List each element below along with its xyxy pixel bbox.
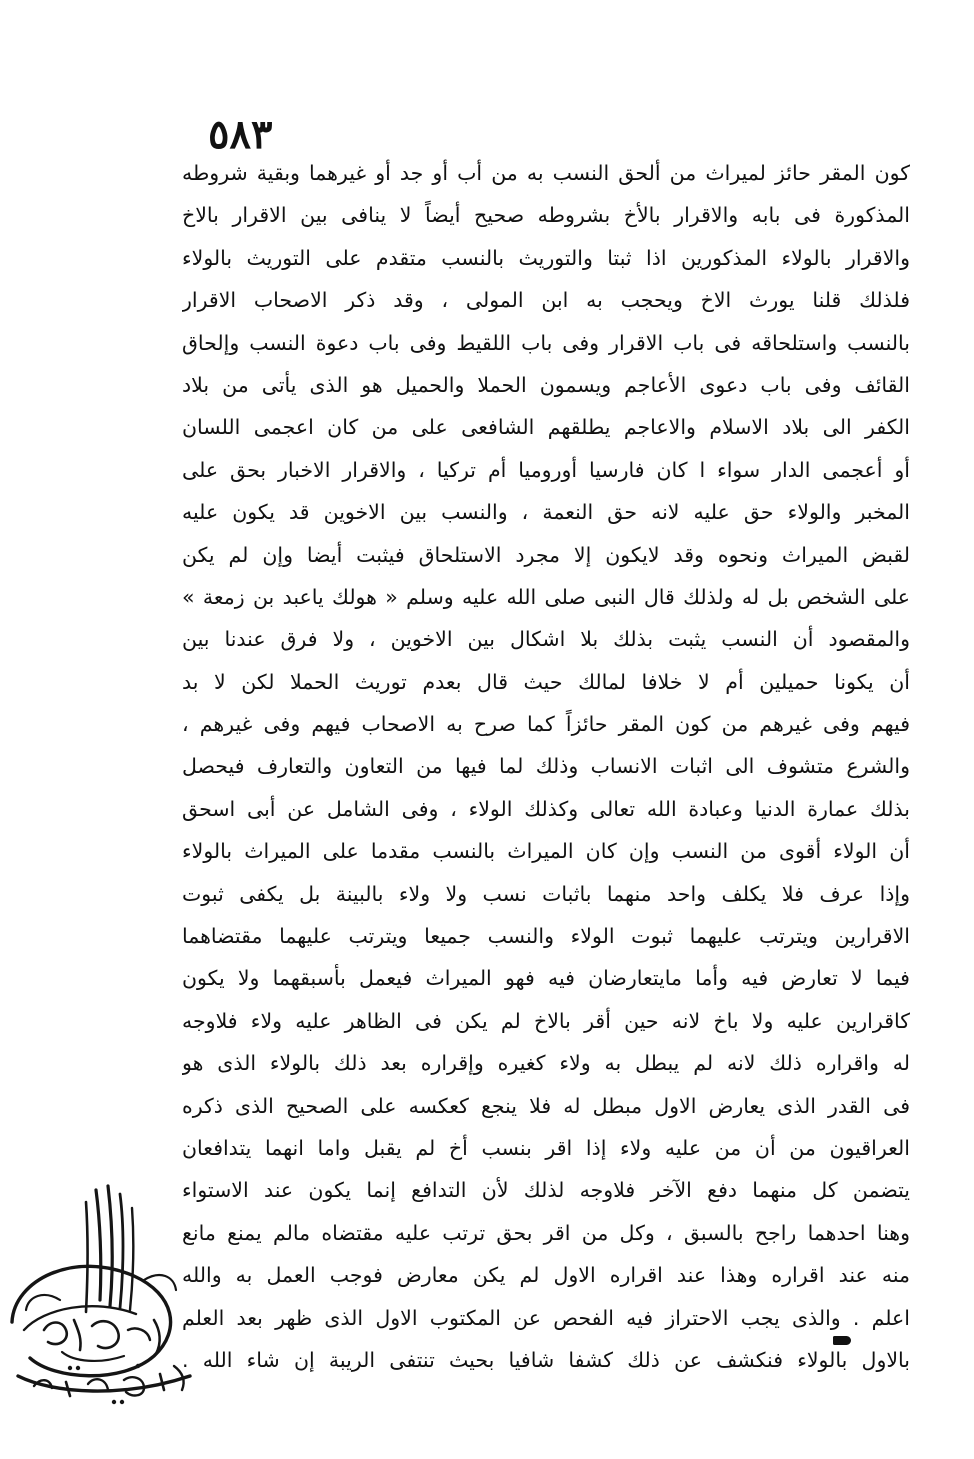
text-line: بذلك عمارة الدنيا وعبادة الله تعالى وكذلك الولاء ، وفى الشامل عن أبى اسحق bbox=[182, 796, 910, 821]
text-line: والشرع متشوف الى اثبات الانساب وذلك لما فيها من التعاون والتعارف فيحصل bbox=[182, 754, 910, 779]
text-line: المخبر والولاء حق عليه لانه حق النعمة ، والنسب بين الاخوين قد يكون عليه bbox=[182, 500, 910, 525]
text-line: المذكورة فى بابه والاقرار بالأخ بشروطه صحيح أيضاً لا ينافى بين الاقرار بالاخ bbox=[182, 203, 910, 228]
text-line: منه عند اقراره وهذا عند اقراره الاول لم يكن معارض فوجب العمل به والله bbox=[182, 1263, 910, 1288]
text-line: بالنسب واستلحاقه فى باب الاقرار وفى باب اللقيط وفى باب دعوة النسب وإلحاق bbox=[182, 330, 910, 355]
text-line: العراقيون من أن من عليه ولاء إذا اقر بنسب أخ لم يقبل واما انهما يتدافعان bbox=[182, 1135, 910, 1160]
text-line: الاقرارين ويترتب عليهما ثبوت الولاء والنسب جميعا ويترتب عليهما مقتضاهما bbox=[182, 924, 910, 949]
text-line: القائف وفى باب دعوى الأعاجم ويسمون الحملا والحميل هو الذى يأتى من بلاد bbox=[182, 372, 910, 397]
text-line: فيهم وفى غيرهم من كون المقر حائزاً كما صرح به الاصحاب فيهم وفى غيرهم ، bbox=[182, 712, 910, 737]
text-line: كون المقر حائز لميراث من ألحق النسب به من أب أو جد أو غيرهما وبقية شروطه bbox=[182, 161, 910, 185]
text-line: يتضمن كل منهما دفع الآخر فلاوجه لذلك لأن التدافع إنما يكون عند الاستواء bbox=[182, 1178, 910, 1203]
text-line: فى القدر الذى يعارض الاول مبطل له فلا ينجع كعكسه على الصحيح الذى ذكره bbox=[182, 1093, 910, 1118]
calligraphic-signature bbox=[4, 1180, 200, 1412]
text-line: والمقصود أن النسب يثبت بذلك بلا اشكال بين الاخوين ، ولا فرق عندنا بين bbox=[182, 627, 910, 652]
text-line: كاقرارين عليه ولا باخ لانه حين أقر بالاخ لم يكن فى الظاهر عليه ولاء فلاوجه bbox=[182, 1008, 910, 1033]
text-line: وهنا احدهما راجح بالسبق ، وكل من اقر بحق ترتب عليه مقتضاه مالم يمنع مانع bbox=[182, 1220, 910, 1245]
text-line: بالاول بالولاء فنكشف عن ذلك كشفا شافيا بحيث تنتفى الريبة إن شاء الله . bbox=[182, 1347, 910, 1372]
text-line: له واقراره ذلك لانه لم يبطل به ولاء كغيره وإقراره بعد ذلك بالولاء الذى هو bbox=[182, 1051, 910, 1076]
text-line: فيما لا تعارض فيه وأما مايتعارضان فيه فهو الميراث فيعمل بأسبقهما ولا يكون bbox=[182, 966, 910, 991]
text-line: الكفر الى بلاد الاسلام والاعاجم يطلقهم الشافعى على من كان اعجمى اللسان bbox=[182, 415, 910, 440]
text-line: وإذا عرف فلا يكلف واحد منهما باثبات نسب ولا ولاء بالبينة بل يكفى ثبوت bbox=[182, 881, 910, 906]
text-line: لقبض الميراث ونحوه وقد لايكون إلا مجرد الاستلحاق فيثبت أيضا وإن لم يكن bbox=[182, 542, 910, 567]
text-line: أن الولاء أقوى من النسب وإن كان الميراث بالنسب مقدما على الميراث بالولاء bbox=[182, 839, 910, 864]
page-number: ٣٨٥ bbox=[208, 111, 273, 158]
end-of-text-mark bbox=[833, 1336, 851, 1345]
signature-calligraphy-icon bbox=[4, 1180, 200, 1412]
body-text bbox=[182, 152, 910, 1381]
text-line: على الشخص بل له ولذلك قال النبى صلى الله عليه وسلم « هولك ياعبد بن زمعة » bbox=[182, 584, 910, 609]
text-line: أو أعجمى الدار سواء ا كان فارسيا أوروميا أم تركيا ، والاقرار الاخبار بحق على bbox=[182, 457, 910, 482]
text-line: اعلم . والذى يجب الاحتراز فيه الفحص عن المكتوب الاول الذى ظهر بعد العلم bbox=[182, 1305, 910, 1330]
text-line: أن يكونا حميلين أم لا خلافا لمالك حيث قال بعدم توريث الحملا لكن لا بد bbox=[182, 669, 910, 694]
text-line: فلذلك قلنا يورث الاخ ويحجب به ابن المولى ، وقد ذكر الاصحاب الاقرار bbox=[182, 288, 910, 313]
text-line: والاقرار بالولاء المذكورين اذا ثبتا والتوريث بالنسب متقدم على التوريث بالولاء bbox=[182, 245, 910, 270]
